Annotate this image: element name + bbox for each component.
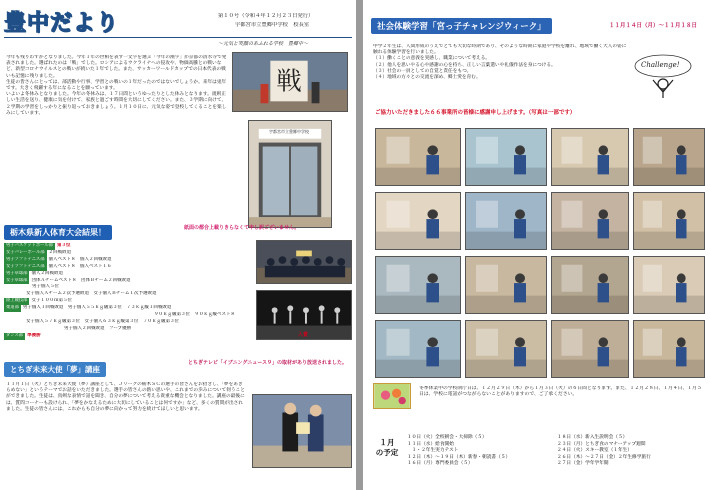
schedule-item: １６日（月）専門委員会（５） xyxy=(407,461,473,466)
right-page xyxy=(363,0,710,490)
challenge-week-header: 社会体験学習「宮っ子チャレンジウィーク」 xyxy=(371,18,552,34)
schedule-col-left xyxy=(407,435,555,468)
result-row xyxy=(4,312,262,319)
result-text: ２回戦敗退 xyxy=(48,249,72,255)
activity-photo xyxy=(551,256,629,314)
result-club: 陸上競技部 xyxy=(6,298,28,304)
challenge-point: （３）社会の一員としての自覚と責任をもつ。 xyxy=(373,68,472,74)
result-row xyxy=(4,278,262,285)
challenge-point: （１）働くことの意義を実感し、職業について考える。 xyxy=(373,56,491,62)
school-name: 宇都宮市立豊郷中学校 校長室 xyxy=(235,22,310,28)
schedule-item: １８日（水）新入生説明会（５） xyxy=(557,435,628,440)
challenge-week-dates: １１月１４日（月）～１１月１８日 xyxy=(609,23,698,29)
result-text: ９０ｋｇ級第３位 ９０ｋｇ級ベスト８ xyxy=(154,312,235,318)
result-text: 女子１００ｍ第５位 xyxy=(31,298,72,304)
result-club: 男子ソフトテニス部 xyxy=(6,256,45,262)
school-entrance-photo xyxy=(248,120,332,228)
lecture-photo xyxy=(252,394,352,468)
schedule-item: １１日（水）給食開始 xyxy=(407,441,454,447)
activity-photo xyxy=(375,192,461,250)
issue-number: 第１０号（令和４年１２月２３日発行） xyxy=(218,13,314,19)
result-row xyxy=(4,284,262,291)
header-rule xyxy=(4,37,352,38)
activity-photo xyxy=(375,256,461,314)
result-row xyxy=(4,271,262,278)
challenge-illustration xyxy=(633,52,693,98)
dance-photo-label: 入賞 xyxy=(298,332,309,338)
result-text: 第３位 xyxy=(56,243,71,248)
activity-photo xyxy=(465,256,547,314)
intro-paragraph-2: 生徒の皆さんにとっては、部活動や行事、学習との戦いの１年だったのではないでしょうか。来年は兎年です。大きく飛躍する年になることを願っています。 xyxy=(6,79,227,92)
schedule-title: １月 の予定 xyxy=(375,438,399,457)
result-row xyxy=(4,326,262,333)
activity-photo xyxy=(465,320,547,378)
result-club: 女子卓球部 xyxy=(6,277,28,283)
sports-results xyxy=(4,243,262,340)
schedule-item: １・２年生実力テスト xyxy=(407,448,459,453)
lecture-body: １１月１日（火）とちぎ未来大使（夢）講座として、Ｊリーグの栃木ＳＣの選手の皆さんをお招きし、「夢をあきらめない」というテーマでお話をいただきました。選手の皆さんの熱い思いや、これまでの歩みについて伺うことができました。生徒は、真剣な表情で話を聞き、自分の夢について考える貴重な機会となりました。講座の最後には、質問コーナーも設けられ、「夢をかなえるために大切にしていることは何ですか」など、多くの質問が出されました。生徒の皆さんには、これからも自分の夢に向かって努力を続けてほしいと思います。 xyxy=(6,382,245,412)
result-row xyxy=(4,298,262,305)
result-text: 個人ベスト８ 個人ベスト１６ xyxy=(48,263,112,269)
schedule-col-right xyxy=(557,435,705,468)
principal-message xyxy=(6,55,228,215)
schedule-item: １２日（木）～１９日（木）新春・朝読書（５） xyxy=(407,454,511,460)
lecture-callout: とちぎテレビ「イブニングニュース９」の取材があり放送されました。 xyxy=(188,360,348,366)
result-row xyxy=(4,250,262,257)
result-text: 男子個人１回戦敗退 男子個人５５ｋｇ級第３位 ７３ｋｇ級１回戦敗退 xyxy=(22,305,172,311)
result-row xyxy=(4,243,262,250)
activity-photo xyxy=(633,256,705,314)
intro-paragraph-1: 今年も残りわずかとなりました。今年１年の世相を表す一文字を選ぶ「今年の漢字」が京都の清水寺で発表されました。選ばれたのは「戦」でした。ロシアによるウクライナへの侵攻や、物価高騰との戦いなど、新型コロナウイルスとの戦いが続いた１年でした。また、サッカーワールドカップでの日本代表の戦いも記憶に残りました。 xyxy=(6,55,227,79)
activity-photo xyxy=(633,320,705,378)
activity-photo xyxy=(551,192,629,250)
result-row xyxy=(4,333,262,340)
result-text: 男子個人５位 xyxy=(32,284,59,290)
activity-photo xyxy=(375,320,461,378)
svg-text:戦: 戦 xyxy=(276,65,302,96)
lecture-header: とちぎ未来大使「夢」講座 xyxy=(4,362,106,377)
result-text: 準優勝 xyxy=(27,332,41,338)
result-club: 男子卓球部 xyxy=(6,270,28,276)
activity-photo xyxy=(465,128,547,186)
activity-photo xyxy=(375,128,461,186)
result-row xyxy=(4,305,262,312)
result-text: 女子個人５７ｋｇ級第３位 女子個人６３ｋｇ級第３位 ７０ｋｇ級第３位 xyxy=(26,318,179,324)
kanji-photo xyxy=(232,52,348,112)
sports-callout: 紙面の都合上載りきらなくて申し訳ございません。 xyxy=(184,225,300,231)
result-row xyxy=(4,291,262,298)
lecture-text xyxy=(6,382,352,482)
schedule-item: ２７日（金）学年学年開 xyxy=(557,461,609,466)
result-club: ダンス部 xyxy=(6,332,24,338)
schedule-item: ２６日（木）～２７日（金）２年生修学旅行 xyxy=(557,454,651,460)
challenge-intro xyxy=(373,44,627,102)
result-club: 男子バスケットボール部 xyxy=(6,243,53,248)
activity-photo xyxy=(633,192,705,250)
result-row xyxy=(4,257,262,264)
flower-illustration xyxy=(373,383,411,409)
team-photo xyxy=(256,240,352,284)
school-motto: ～元気と笑顔のあふれる学校 豊郷中～ xyxy=(218,41,309,47)
schedule-item: １０日（火）全校朝会・大掃除（５） xyxy=(407,435,487,440)
newsletter-title: 豊中だより xyxy=(4,10,120,36)
challenge-intro-text: 中学２年生は、人間形成のうえでとても大切な時期であり、そのような時期に家庭や学校を離れ、地域で働く大人の姿に触れる体験学習を行いました。 xyxy=(373,44,627,56)
result-text: 個人ベスト８ 個人２回戦敗退 xyxy=(48,256,112,262)
result-text: 女子個人Ａチーム２次予選敗退 女子個人Ｂチーム１次予選敗退 xyxy=(26,291,157,297)
result-text: 団体Ａチームベスト８ 団体Ｂチーム２回戦敗退 xyxy=(31,277,131,283)
activity-photo xyxy=(551,128,629,186)
result-text: 個人２回戦敗退 xyxy=(31,270,63,276)
closure-notice: 冬季休業中の学校閉庁日は、１２月２９日（木）から１月３日（火）の６日間となります。また、１２月２８日、１月４日、１月５日は、学校に電話がつながらないことがありますので、ご了承ください。 xyxy=(419,386,702,398)
schedule-item: ２４日（火）スキー教室（１年生） xyxy=(557,448,633,453)
activity-photo xyxy=(633,128,705,186)
result-text: 男子個人２回戦敗退 フープ優勝 xyxy=(64,325,132,331)
thanks-line: ご協力いただきました６６事業所の皆様に感謝申し上げます。（写真は一部です） xyxy=(375,110,576,116)
schedule-item: ２３日（月）とちぎ食のマナーアップ週間 xyxy=(557,441,646,447)
result-club: 柔道部 xyxy=(6,305,19,311)
intro-paragraph-3: いよいよ冬休みとなりました。今年の冬休みは、１７日間というゆったりとした休みとなります。規則正しい生活を送り、健康に気を付けて、家族と過ごす時間を大切にしてください。また、３学期に向けて、２学期の学習をしっかりと振り返っておきましょう。１月１０日に、元気な姿で登校してくることを楽しみにしています。 xyxy=(6,92,227,116)
challenge-point: （２）他人を思いやる心や感謝の心を持ち、正しい言葉遣いや礼儀作法を身につける。 xyxy=(373,62,556,68)
result-club: 女子バレーボール部 xyxy=(6,249,45,255)
result-club: 女子ソフトテニス部 xyxy=(6,263,45,269)
challenge-point: （４）地域の方々との交流を深め、郷土愛を育む。 xyxy=(373,75,481,81)
result-row xyxy=(4,319,262,326)
sports-header: 栃木県新人体育大会結果！ xyxy=(4,225,112,240)
activity-photo xyxy=(465,192,547,250)
result-row xyxy=(4,264,262,271)
entrance-sign: 宇都宮市立豊郷中学校 xyxy=(269,129,309,134)
activity-photo xyxy=(551,320,629,378)
challenge-label: Challenge! xyxy=(641,61,680,69)
